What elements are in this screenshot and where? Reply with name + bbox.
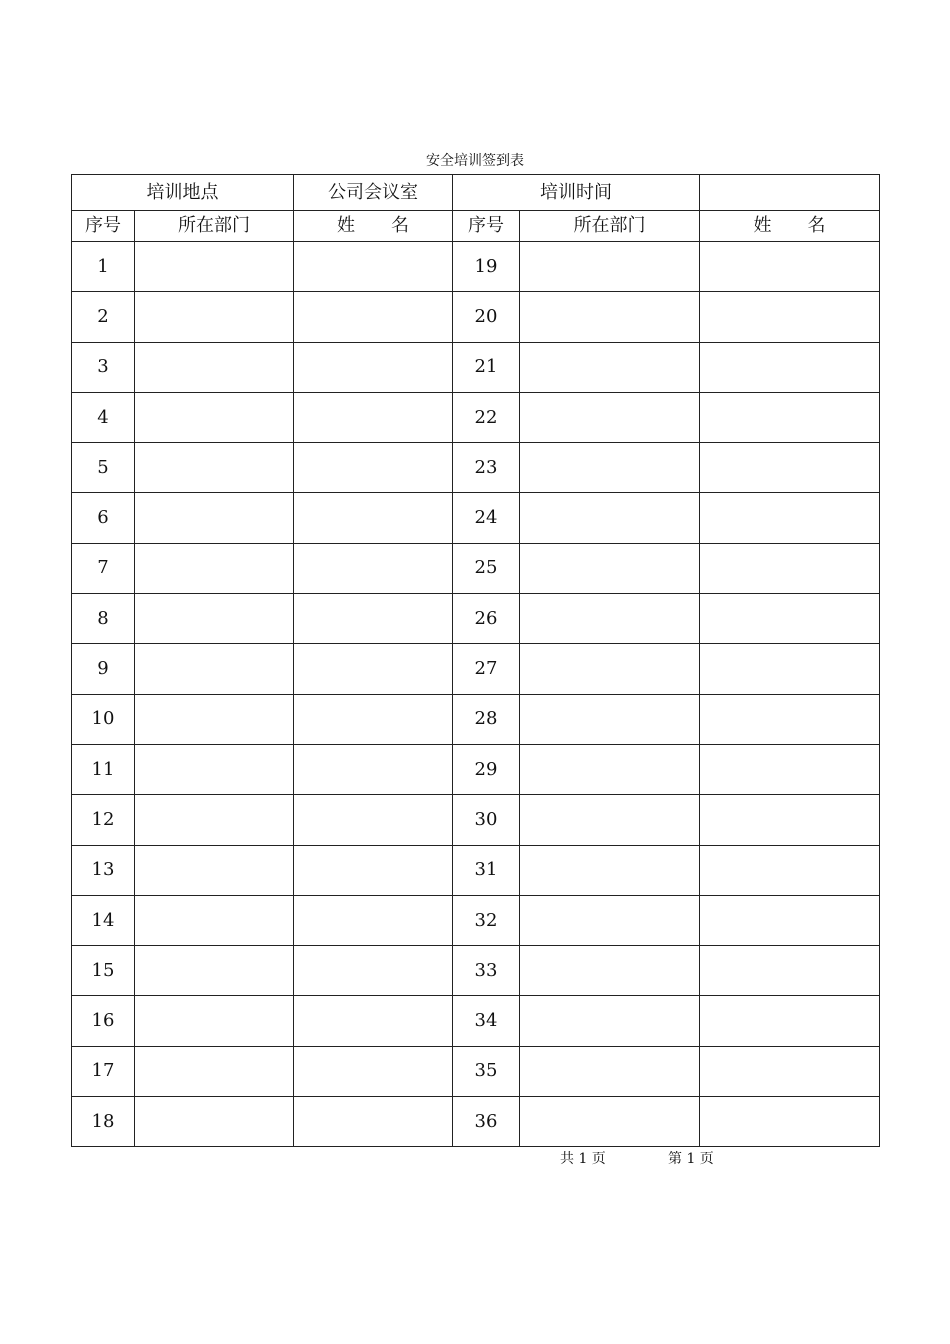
seq-cell-right: 21 bbox=[453, 342, 520, 392]
dept-cell-right[interactable] bbox=[520, 242, 700, 292]
name-header-right: 姓 名 bbox=[700, 211, 880, 242]
name-cell-left[interactable] bbox=[294, 493, 453, 543]
name-cell-right[interactable] bbox=[700, 644, 880, 694]
dept-cell-left[interactable] bbox=[135, 694, 294, 744]
name-cell-left[interactable] bbox=[294, 795, 453, 845]
table-row bbox=[72, 443, 880, 493]
name-cell-left[interactable] bbox=[294, 845, 453, 895]
seq-cell-right: 26 bbox=[453, 594, 520, 644]
name-cell-left[interactable] bbox=[294, 342, 453, 392]
table-row bbox=[72, 543, 880, 593]
seq-cell-right: 24 bbox=[453, 493, 520, 543]
dept-cell-right[interactable] bbox=[520, 392, 700, 442]
header-row bbox=[72, 211, 880, 242]
dept-cell-right[interactable] bbox=[520, 795, 700, 845]
name-cell-left[interactable] bbox=[294, 946, 453, 996]
table-row bbox=[72, 292, 880, 342]
dept-cell-right[interactable] bbox=[520, 845, 700, 895]
name-cell-left[interactable] bbox=[294, 443, 453, 493]
name-cell-right[interactable] bbox=[700, 342, 880, 392]
name-cell-right[interactable] bbox=[700, 795, 880, 845]
name-cell-right[interactable] bbox=[700, 1046, 880, 1096]
seq-cell-left: 5 bbox=[72, 443, 135, 493]
name-cell-right[interactable] bbox=[700, 694, 880, 744]
dept-header-left: 所在部门 bbox=[135, 211, 294, 242]
table-row bbox=[72, 946, 880, 996]
seq-cell-right: 34 bbox=[453, 996, 520, 1046]
dept-cell-right[interactable] bbox=[520, 292, 700, 342]
name-cell-right[interactable] bbox=[700, 946, 880, 996]
seq-cell-right: 28 bbox=[453, 694, 520, 744]
dept-cell-left[interactable] bbox=[135, 795, 294, 845]
time-label: 培训时间 bbox=[453, 175, 700, 211]
table-row bbox=[72, 242, 880, 292]
table-row bbox=[72, 1097, 880, 1147]
seq-cell-right: 30 bbox=[453, 795, 520, 845]
seq-cell-right: 36 bbox=[453, 1097, 520, 1147]
name-cell-left[interactable] bbox=[294, 644, 453, 694]
name-cell-right[interactable] bbox=[700, 594, 880, 644]
location-label: 培训地点 bbox=[72, 175, 294, 211]
dept-cell-right[interactable] bbox=[520, 996, 700, 1046]
name-cell-right[interactable] bbox=[700, 744, 880, 794]
seq-cell-right: 33 bbox=[453, 946, 520, 996]
current-page-label: 第 1 页 bbox=[668, 1151, 714, 1167]
seq-header-left: 序号 bbox=[72, 211, 135, 242]
seq-cell-right: 35 bbox=[453, 1046, 520, 1096]
seq-cell-right: 22 bbox=[453, 392, 520, 442]
dept-cell-left[interactable] bbox=[135, 996, 294, 1046]
name-cell-right[interactable] bbox=[700, 845, 880, 895]
dept-cell-right[interactable] bbox=[520, 543, 700, 593]
table-row bbox=[72, 342, 880, 392]
dept-cell-left[interactable] bbox=[135, 242, 294, 292]
name-cell-left[interactable] bbox=[294, 1046, 453, 1096]
dept-cell-left[interactable] bbox=[135, 895, 294, 945]
name-cell-right[interactable] bbox=[700, 895, 880, 945]
dept-cell-left[interactable] bbox=[135, 845, 294, 895]
table-row bbox=[72, 895, 880, 945]
name-cell-right[interactable] bbox=[700, 392, 880, 442]
dept-cell-left[interactable] bbox=[135, 292, 294, 342]
seq-cell-right: 19 bbox=[453, 242, 520, 292]
seq-cell-left: 13 bbox=[72, 845, 135, 895]
seq-cell-left: 1 bbox=[72, 242, 135, 292]
dept-cell-left[interactable] bbox=[135, 1097, 294, 1147]
seq-cell-right: 29 bbox=[453, 744, 520, 794]
seq-cell-right: 20 bbox=[453, 292, 520, 342]
dept-cell-right[interactable] bbox=[520, 946, 700, 996]
dept-cell-right[interactable] bbox=[520, 744, 700, 794]
seq-cell-right: 25 bbox=[453, 543, 520, 593]
seq-cell-right: 31 bbox=[453, 845, 520, 895]
dept-cell-left[interactable] bbox=[135, 493, 294, 543]
seq-cell-left: 2 bbox=[72, 292, 135, 342]
page-title: 安全培训签到表 bbox=[426, 153, 524, 169]
table-row bbox=[72, 845, 880, 895]
table-row bbox=[72, 694, 880, 744]
dept-cell-right[interactable] bbox=[520, 342, 700, 392]
name-cell-left[interactable] bbox=[294, 694, 453, 744]
dept-header-right: 所在部门 bbox=[520, 211, 700, 242]
dept-cell-left[interactable] bbox=[135, 594, 294, 644]
name-cell-left[interactable] bbox=[294, 895, 453, 945]
seq-cell-left: 3 bbox=[72, 342, 135, 392]
table-row bbox=[72, 493, 880, 543]
dept-cell-left[interactable] bbox=[135, 644, 294, 694]
table-row bbox=[72, 795, 880, 845]
time-value[interactable] bbox=[700, 175, 880, 211]
name-cell-right[interactable] bbox=[700, 543, 880, 593]
seq-cell-left: 12 bbox=[72, 795, 135, 845]
seq-cell-left: 8 bbox=[72, 594, 135, 644]
dept-cell-right[interactable] bbox=[520, 443, 700, 493]
name-cell-left[interactable] bbox=[294, 392, 453, 442]
seq-cell-left: 16 bbox=[72, 996, 135, 1046]
name-cell-right[interactable] bbox=[700, 493, 880, 543]
dept-cell-left[interactable] bbox=[135, 946, 294, 996]
seq-cell-right: 32 bbox=[453, 895, 520, 945]
dept-cell-left[interactable] bbox=[135, 744, 294, 794]
name-cell-left[interactable] bbox=[294, 594, 453, 644]
name-cell-left[interactable] bbox=[294, 996, 453, 1046]
table-row bbox=[72, 644, 880, 694]
seq-cell-left: 6 bbox=[72, 493, 135, 543]
table-row bbox=[72, 1046, 880, 1096]
seq-cell-left: 7 bbox=[72, 543, 135, 593]
name-cell-left[interactable] bbox=[294, 1097, 453, 1147]
location-value[interactable]: 公司会议室 bbox=[294, 175, 453, 211]
seq-cell-left: 10 bbox=[72, 694, 135, 744]
signin-table bbox=[71, 174, 880, 1147]
dept-cell-left[interactable] bbox=[135, 392, 294, 442]
dept-cell-left[interactable] bbox=[135, 443, 294, 493]
name-cell-right[interactable] bbox=[700, 1097, 880, 1147]
dept-cell-right[interactable] bbox=[520, 1046, 700, 1096]
name-cell-right[interactable] bbox=[700, 242, 880, 292]
seq-cell-left: 11 bbox=[72, 744, 135, 794]
seq-cell-left: 18 bbox=[72, 1097, 135, 1147]
seq-cell-left: 17 bbox=[72, 1046, 135, 1096]
dept-cell-left[interactable] bbox=[135, 342, 294, 392]
table-row bbox=[72, 594, 880, 644]
seq-cell-left: 4 bbox=[72, 392, 135, 442]
table-row bbox=[72, 744, 880, 794]
name-cell-left[interactable] bbox=[294, 242, 453, 292]
total-pages-label: 共 1 页 bbox=[560, 1151, 606, 1167]
dept-cell-left[interactable] bbox=[135, 543, 294, 593]
seq-cell-left: 9 bbox=[72, 644, 135, 694]
name-cell-left[interactable] bbox=[294, 292, 453, 342]
dept-cell-right[interactable] bbox=[520, 694, 700, 744]
name-cell-left[interactable] bbox=[294, 543, 453, 593]
name-cell-left[interactable] bbox=[294, 744, 453, 794]
name-cell-right[interactable] bbox=[700, 996, 880, 1046]
dept-cell-right[interactable] bbox=[520, 1097, 700, 1147]
dept-cell-right[interactable] bbox=[520, 594, 700, 644]
name-cell-right[interactable] bbox=[700, 443, 880, 493]
info-row bbox=[72, 175, 880, 211]
seq-cell-left: 15 bbox=[72, 946, 135, 996]
name-header-left: 姓 名 bbox=[294, 211, 453, 242]
seq-cell-left: 14 bbox=[72, 895, 135, 945]
seq-cell-right: 27 bbox=[453, 644, 520, 694]
dept-cell-right[interactable] bbox=[520, 895, 700, 945]
dept-cell-left[interactable] bbox=[135, 1046, 294, 1096]
dept-cell-right[interactable] bbox=[520, 644, 700, 694]
dept-cell-right[interactable] bbox=[520, 493, 700, 543]
table-row bbox=[72, 392, 880, 442]
name-cell-right[interactable] bbox=[700, 292, 880, 342]
table-row bbox=[72, 996, 880, 1046]
seq-header-right: 序号 bbox=[453, 211, 520, 242]
seq-cell-right: 23 bbox=[453, 443, 520, 493]
